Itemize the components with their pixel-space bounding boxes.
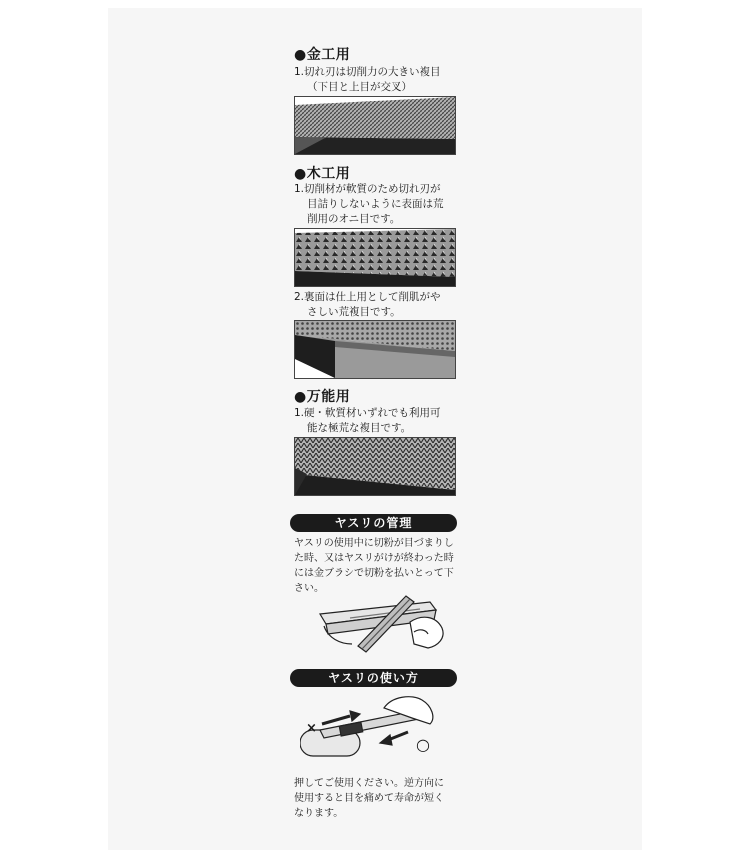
brush-cleaning-illustration bbox=[310, 594, 450, 662]
usage-paragraph bbox=[294, 776, 444, 821]
wrong-direction-mark: × bbox=[306, 721, 317, 736]
desc-line: 2.裏面は仕上用として削肌がや bbox=[294, 291, 441, 303]
desc-line: 1.切削材が軟質のため切れ刃が bbox=[294, 183, 441, 195]
care-line: ヤスリの使用中に切粉が目づまりし bbox=[294, 538, 454, 549]
desc-line: （下目と上目が交叉） bbox=[307, 81, 412, 93]
section-heading-metal: ●金工用 bbox=[294, 47, 351, 63]
care-title-pill: ヤスリの管理 bbox=[290, 514, 457, 532]
desc-line: 1.切れ刃は切削力の大きい複目 bbox=[294, 66, 441, 78]
file-image-wood-rasp bbox=[294, 228, 456, 287]
care-line: た時、又はヤスリがけが終わった時 bbox=[294, 553, 454, 564]
desc-line: 目詰りしないように表面は荒 bbox=[307, 198, 444, 210]
usage-title-pill: ヤスリの使い方 bbox=[290, 669, 457, 687]
usage-line: 押してご使用ください。逆方向に bbox=[294, 778, 444, 789]
correct-direction-mark: ○ bbox=[416, 735, 430, 754]
care-line: さい。 bbox=[294, 583, 324, 594]
care-line: には金ブラシで切粉を払いとって下 bbox=[294, 568, 454, 579]
usage-line: 使用すると目を痛めて寿命が短く bbox=[294, 793, 444, 804]
section-heading-wood: ●木工用 bbox=[294, 166, 351, 182]
desc-line: 1.硬・軟質材いずれでも利用可 bbox=[294, 407, 441, 419]
usage-line: なります。 bbox=[294, 808, 344, 819]
care-paragraph bbox=[294, 536, 454, 596]
section-desc-metal bbox=[294, 65, 441, 95]
desc-line: さしい荒複目です。 bbox=[307, 306, 401, 318]
section-heading-universal: ●万能用 bbox=[294, 389, 351, 405]
desc-line: 能な極荒な複目です。 bbox=[307, 422, 412, 434]
file-image-universal bbox=[294, 437, 456, 496]
section-desc-wood-2 bbox=[294, 290, 441, 320]
file-image-wood-back bbox=[294, 320, 456, 379]
section-desc-wood-1 bbox=[294, 182, 444, 227]
desc-line: 削用のオニ目です。 bbox=[307, 213, 401, 225]
file-image-metal-double-cut bbox=[294, 96, 456, 155]
section-desc-universal bbox=[294, 406, 441, 436]
